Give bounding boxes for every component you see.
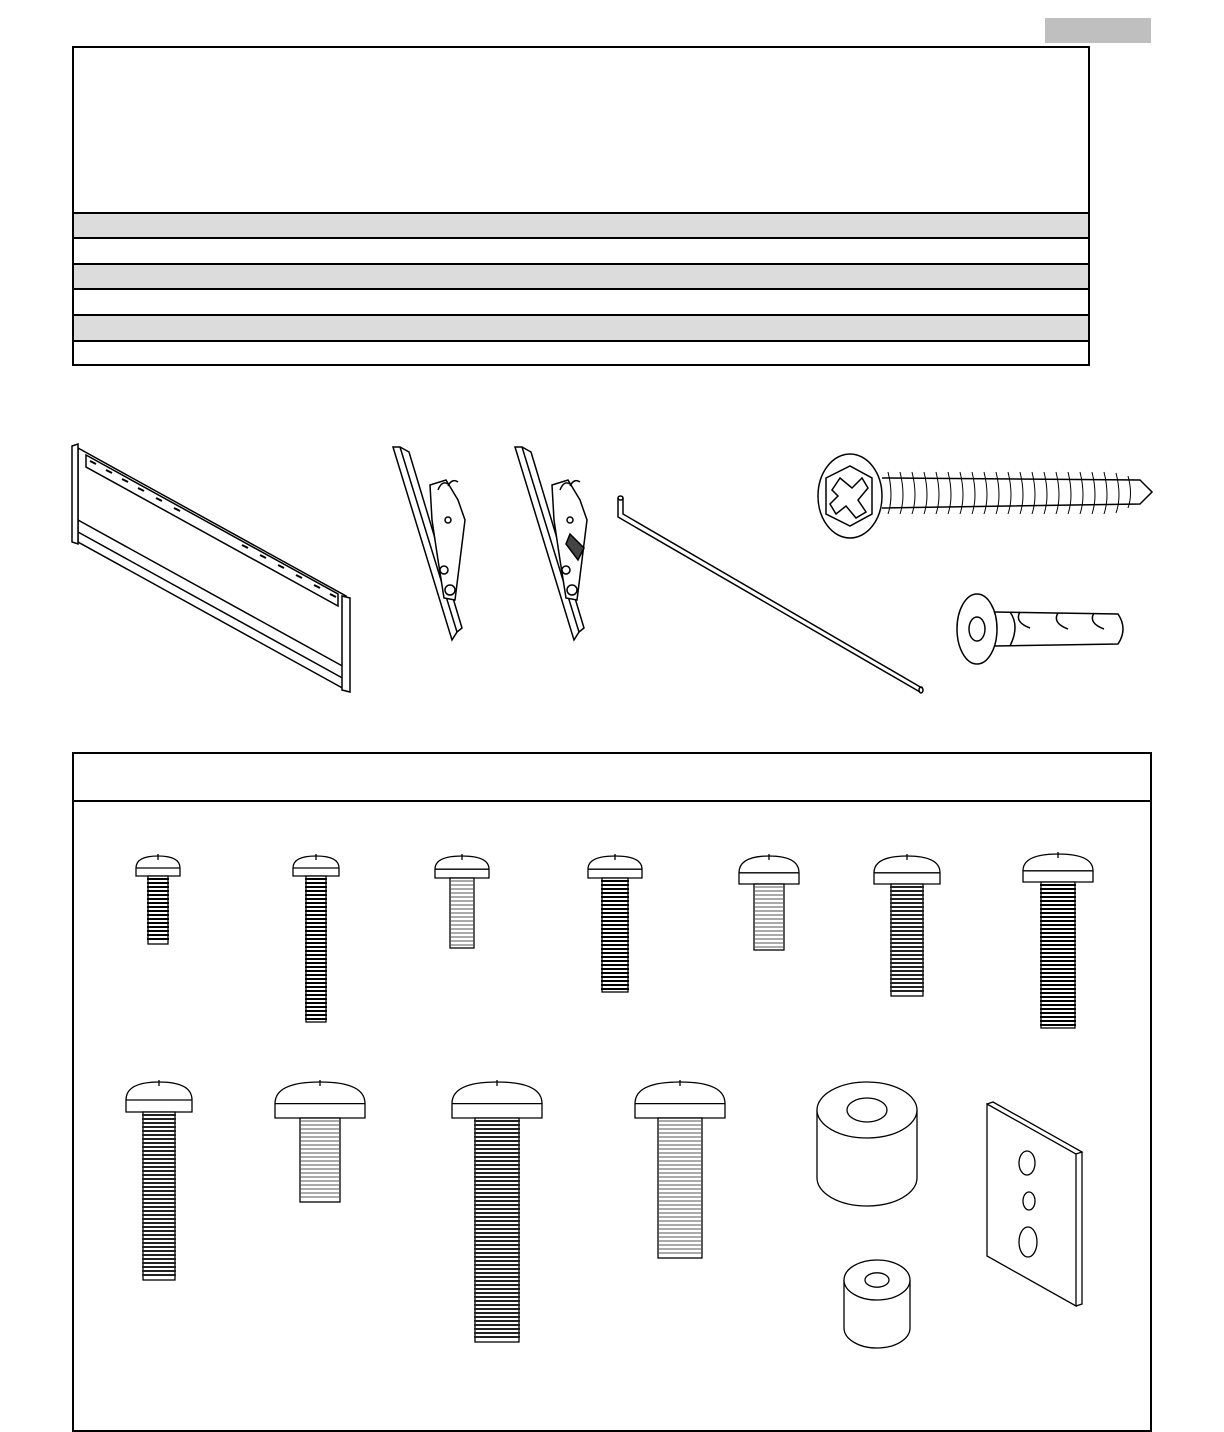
screw-icon — [739, 854, 799, 950]
screw-icon — [136, 854, 180, 944]
washer-plate-icon — [987, 1102, 1082, 1306]
screw-icon — [275, 1080, 365, 1202]
spacer-icon — [817, 1082, 917, 1206]
screw-icon — [435, 854, 489, 948]
screw-icon — [1023, 852, 1093, 1028]
screw-icon — [293, 854, 339, 1022]
screw-icon — [588, 854, 642, 992]
screw-icon — [126, 1080, 192, 1280]
screw-icon — [874, 854, 940, 996]
screw-icon — [635, 1080, 725, 1258]
spacer-icon — [844, 1260, 910, 1348]
screw-icon — [452, 1080, 542, 1342]
